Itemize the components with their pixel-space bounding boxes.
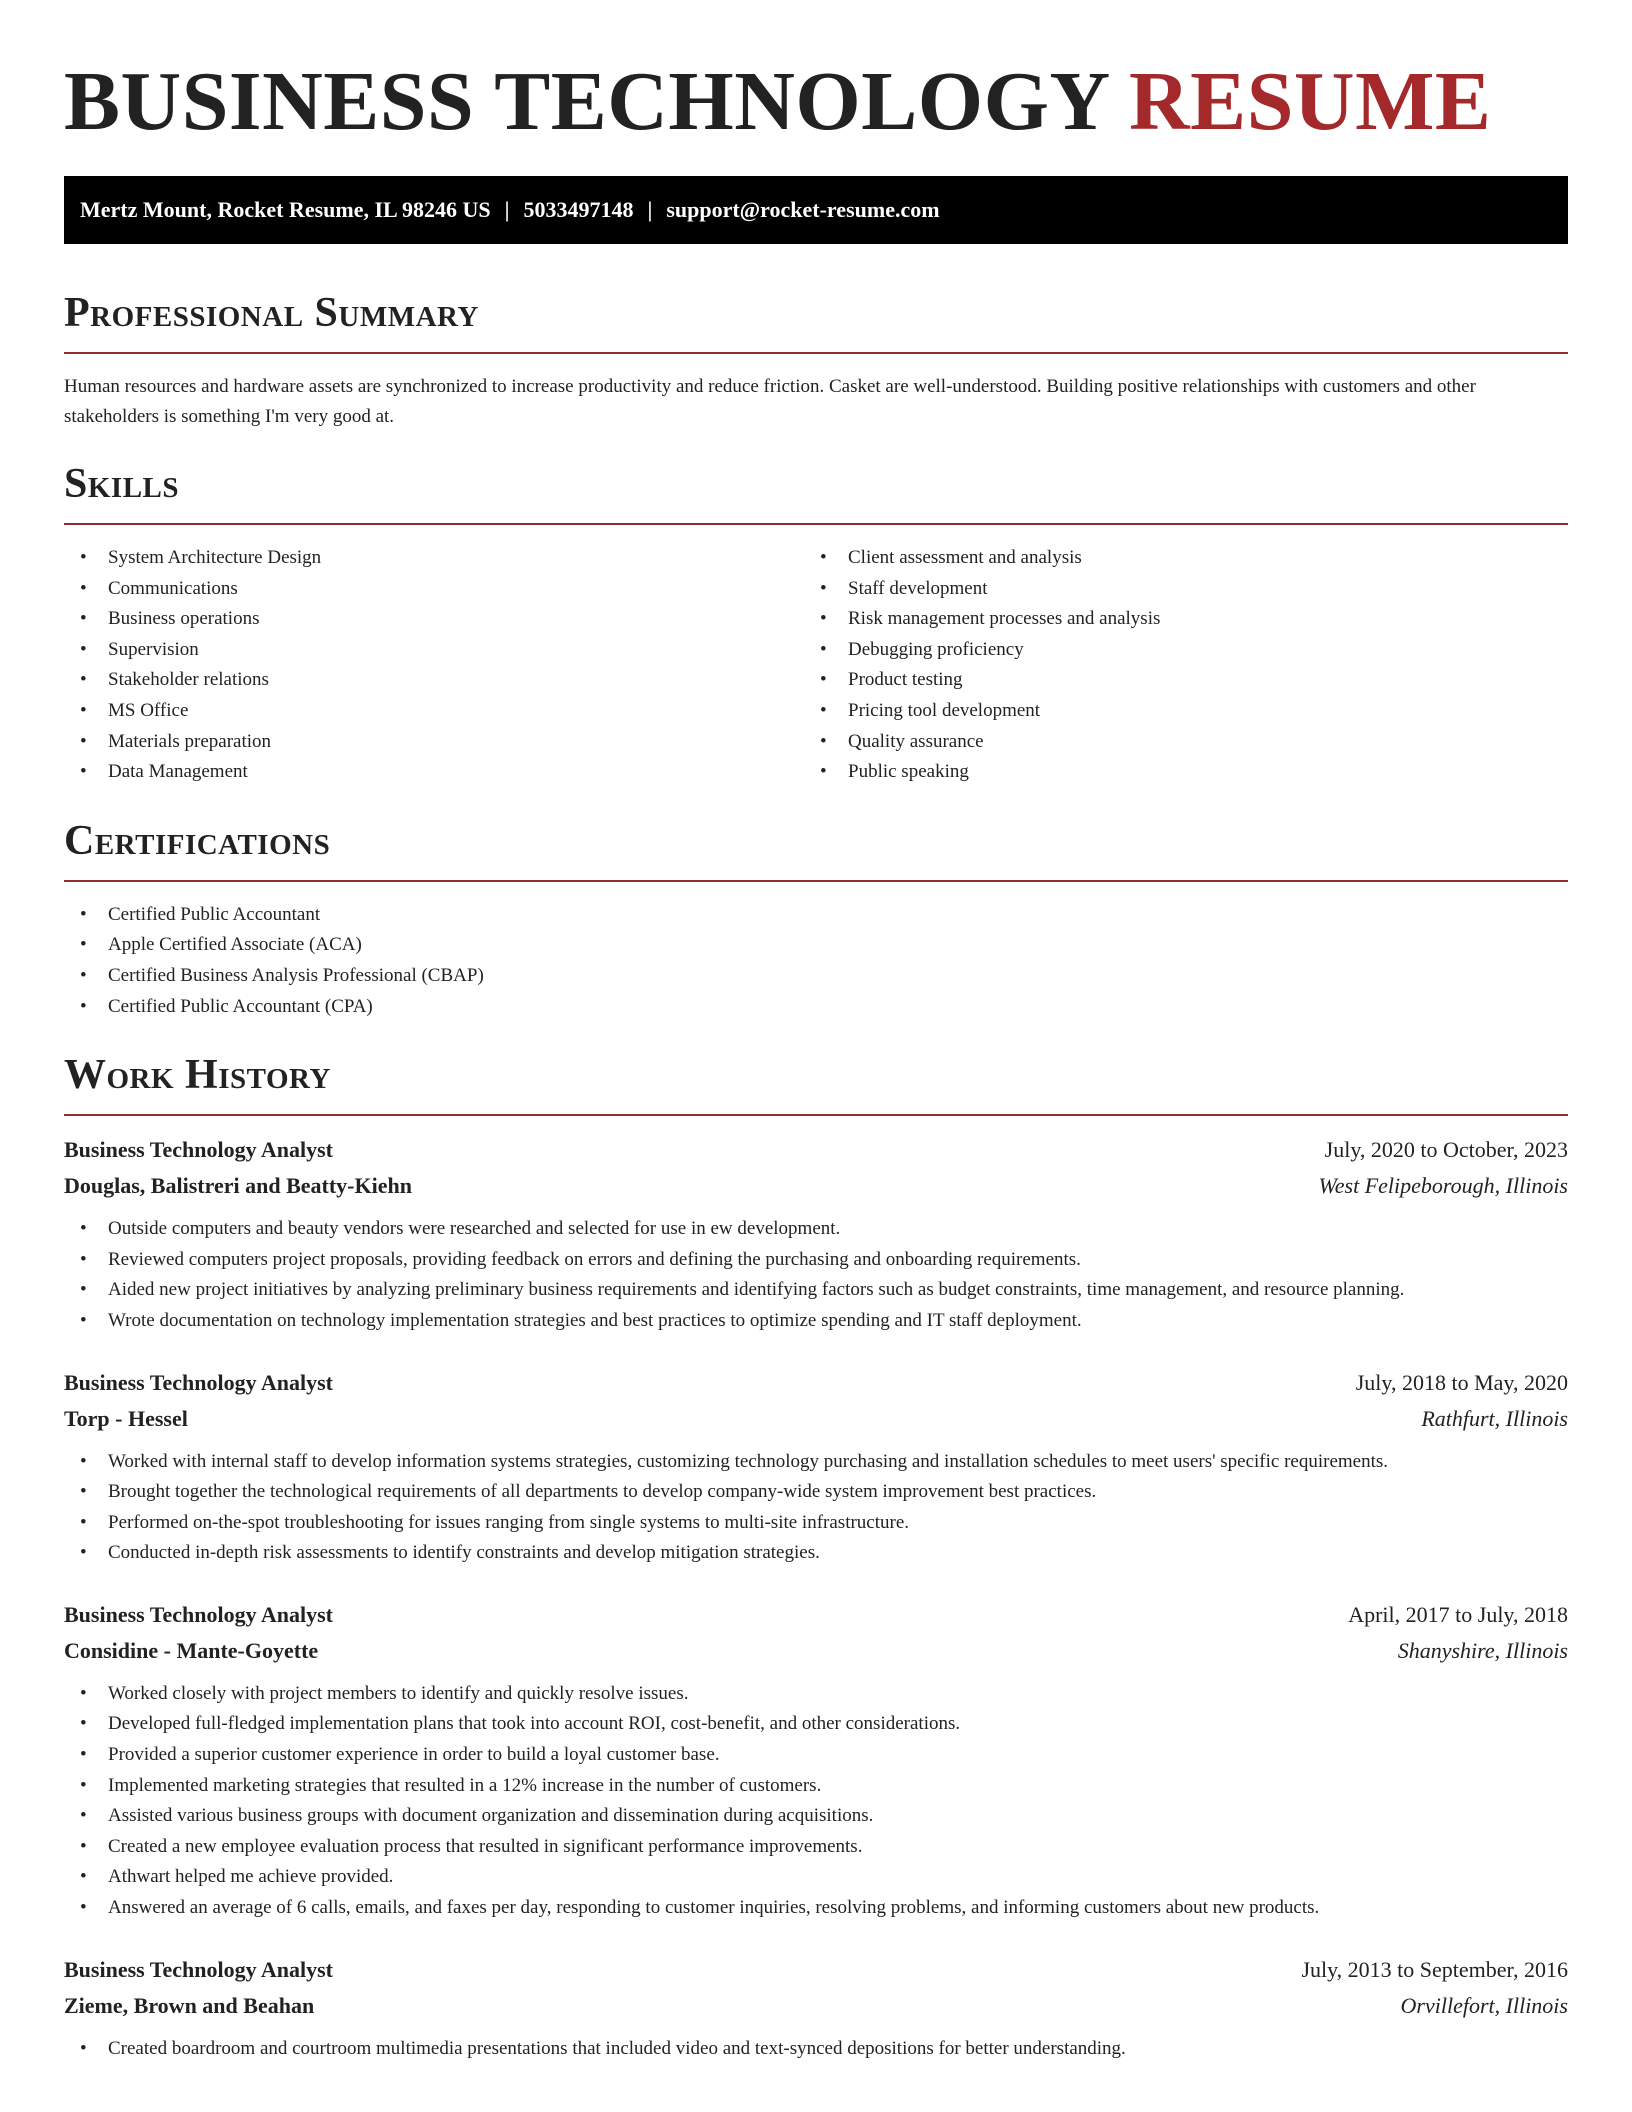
contact-email: support@rocket-resume.com bbox=[666, 197, 940, 222]
job-dates: April, 2017 to July, 2018 bbox=[1348, 1601, 1568, 1627]
resume-title bbox=[64, 0, 1568, 164]
job-header bbox=[64, 1952, 1568, 1988]
skills-columns bbox=[64, 543, 1568, 788]
skill-item: • Product testing bbox=[804, 665, 1544, 696]
job-duty: • Aided new project initiatives by analyzing preliminary business requirements and identifying factors such as budget constraints, time management, and resource planning. bbox=[64, 1275, 1568, 1306]
summary-section bbox=[64, 288, 1568, 432]
summary-heading: Professional Summary bbox=[64, 290, 479, 336]
certifications-list bbox=[64, 900, 1568, 1022]
job-duties bbox=[64, 1214, 1568, 1336]
section-divider bbox=[64, 352, 1568, 354]
job-role: Business Technology Analyst bbox=[64, 1369, 333, 1395]
skill-item: • Materials preparation bbox=[64, 727, 804, 758]
title-main: BUSINESS TECHNOLOGY bbox=[64, 55, 1108, 148]
job-company: Zieme, Brown and Beahan bbox=[64, 1992, 315, 2018]
work-history-section bbox=[64, 1050, 1568, 2064]
job-location: West Felipeborough, Illinois bbox=[1318, 1173, 1568, 1199]
job-header bbox=[64, 1132, 1568, 1168]
job-dates: July, 2013 to September, 2016 bbox=[1301, 1956, 1568, 1982]
skill-item: • Quality assurance bbox=[804, 727, 1544, 758]
skill-item: • Risk management processes and analysis bbox=[804, 604, 1544, 635]
skill-item: • Supervision bbox=[64, 635, 804, 666]
job-duty: • Wrote documentation on technology implementation strategies and best practices to optimize spending and IT staff deployment. bbox=[64, 1306, 1568, 1337]
certifications-section bbox=[64, 816, 1568, 1022]
skill-item: • Staff development bbox=[804, 574, 1544, 605]
job-dates: July, 2018 to May, 2020 bbox=[1355, 1369, 1568, 1395]
title-accent: RESUME bbox=[1129, 55, 1492, 148]
job-location: Shanyshire, Illinois bbox=[1397, 1637, 1568, 1663]
job-duty: • Reviewed computers project proposals, providing feedback on errors and defining the purchasing and onboarding requirements. bbox=[64, 1245, 1568, 1276]
certification-item: • Certified Public Accountant (CPA) bbox=[64, 992, 1568, 1023]
summary-text: Human resources and hardware assets are synchronized to increase productivity and reduce friction. Casket are well-understood. Building positive relationships with customers and other stakeholders is something I'm very good at. bbox=[64, 376, 1476, 427]
job-duty: • Worked closely with project members to identify and quickly resolve issues. bbox=[64, 1679, 1568, 1710]
job-subheader bbox=[64, 1401, 1568, 1437]
job-company: Considine - Mante-Goyette bbox=[64, 1637, 319, 1663]
job-entry bbox=[64, 1597, 1568, 1924]
job-subheader bbox=[64, 1988, 1568, 2024]
contact-phone: 5033497148 bbox=[523, 197, 634, 222]
job-company: Douglas, Balistreri and Beatty-Kiehn bbox=[64, 1173, 412, 1199]
job-company: Torp - Hessel bbox=[64, 1405, 188, 1431]
section-divider bbox=[64, 880, 1568, 882]
job-duty: • Conducted in-depth risk assessments to identify constraints and develop mitigation strategies. bbox=[64, 1538, 1568, 1569]
skills-list-right bbox=[804, 543, 1544, 788]
skill-item: • Public speaking bbox=[804, 757, 1544, 788]
skills-list-left bbox=[64, 543, 804, 788]
skill-item: • Stakeholder relations bbox=[64, 665, 804, 696]
section-divider bbox=[64, 523, 1568, 525]
contact-separator: | bbox=[504, 197, 510, 222]
skill-item: • Communications bbox=[64, 574, 804, 605]
job-duty: • Outside computers and beauty vendors were researched and selected for use in ew development. bbox=[64, 1214, 1568, 1245]
work-history-heading: Work History bbox=[64, 1052, 331, 1099]
skill-item: • MS Office bbox=[64, 696, 804, 727]
resume-content bbox=[64, 0, 1568, 2064]
skill-item: • System Architecture Design bbox=[64, 543, 804, 574]
job-duty: • Answered an average of 6 calls, emails, and faxes per day, responding to customer inquiries, resolving problems, and informing customers about new products. bbox=[64, 1893, 1568, 1924]
job-dates: July, 2020 to October, 2023 bbox=[1324, 1137, 1568, 1163]
job-header bbox=[64, 1597, 1568, 1633]
job-entry bbox=[64, 1132, 1568, 1336]
job-duty: • Worked with internal staff to develop information systems strategies, customizing technology purchasing and installation schedules to meet users' specific requirements. bbox=[64, 1447, 1568, 1478]
job-duties bbox=[64, 1447, 1568, 1569]
section-divider bbox=[64, 1114, 1568, 1116]
contact-address: Mertz Mount, Rocket Resume, IL 98246 US bbox=[80, 197, 491, 222]
job-duty: • Athwart helped me achieve provided. bbox=[64, 1862, 1568, 1893]
job-duty: • Implemented marketing strategies that resulted in a 12% increase in the number of customers. bbox=[64, 1771, 1568, 1802]
job-role: Business Technology Analyst bbox=[64, 1956, 333, 1982]
certification-item: • Certified Business Analysis Professional (CBAP) bbox=[64, 961, 1568, 992]
job-role: Business Technology Analyst bbox=[64, 1137, 333, 1163]
job-duties bbox=[64, 2034, 1568, 2065]
job-location: Rathfurt, Illinois bbox=[1421, 1405, 1568, 1431]
job-subheader bbox=[64, 1168, 1568, 1204]
skills-heading: Skills bbox=[64, 461, 180, 507]
job-duty: • Performed on-the-spot troubleshooting for issues ranging from single systems to multi-site infrastructure. bbox=[64, 1508, 1568, 1539]
certification-item: • Certified Public Accountant bbox=[64, 900, 1568, 931]
contact-bar bbox=[64, 176, 1568, 244]
skill-item: • Business operations bbox=[64, 604, 804, 635]
job-duty: • Brought together the technological requirements of all departments to develop company-wide system improvement best practices. bbox=[64, 1477, 1568, 1508]
certification-item: • Apple Certified Associate (ACA) bbox=[64, 930, 1568, 961]
job-role: Business Technology Analyst bbox=[64, 1601, 333, 1627]
job-duty: • Provided a superior customer experience in order to build a loyal customer base. bbox=[64, 1740, 1568, 1771]
contact-separator: | bbox=[647, 197, 653, 222]
job-subheader bbox=[64, 1633, 1568, 1669]
job-duties bbox=[64, 1679, 1568, 1924]
job-header bbox=[64, 1365, 1568, 1401]
skill-item: • Pricing tool development bbox=[804, 696, 1544, 727]
skill-item: • Client assessment and analysis bbox=[804, 543, 1544, 574]
job-entry bbox=[64, 1952, 1568, 2065]
job-duty: • Created boardroom and courtroom multimedia presentations that included video and text-synced depositions for better understanding. bbox=[64, 2034, 1568, 2065]
job-duty: • Developed full-fledged implementation plans that took into account ROI, cost-benefit, and other considerations. bbox=[64, 1709, 1568, 1740]
certifications-heading: Certifications bbox=[64, 817, 331, 864]
job-entry bbox=[64, 1365, 1568, 1569]
job-duty: • Created a new employee evaluation process that resulted in significant performance improvements. bbox=[64, 1832, 1568, 1863]
job-duty: • Assisted various business groups with document organization and dissemination during acquisitions. bbox=[64, 1801, 1568, 1832]
skill-item: • Debugging proficiency bbox=[804, 635, 1544, 666]
skill-item: • Data Management bbox=[64, 757, 804, 788]
job-location: Orvillefort, Illinois bbox=[1400, 1992, 1568, 2018]
skills-section bbox=[64, 459, 1568, 788]
